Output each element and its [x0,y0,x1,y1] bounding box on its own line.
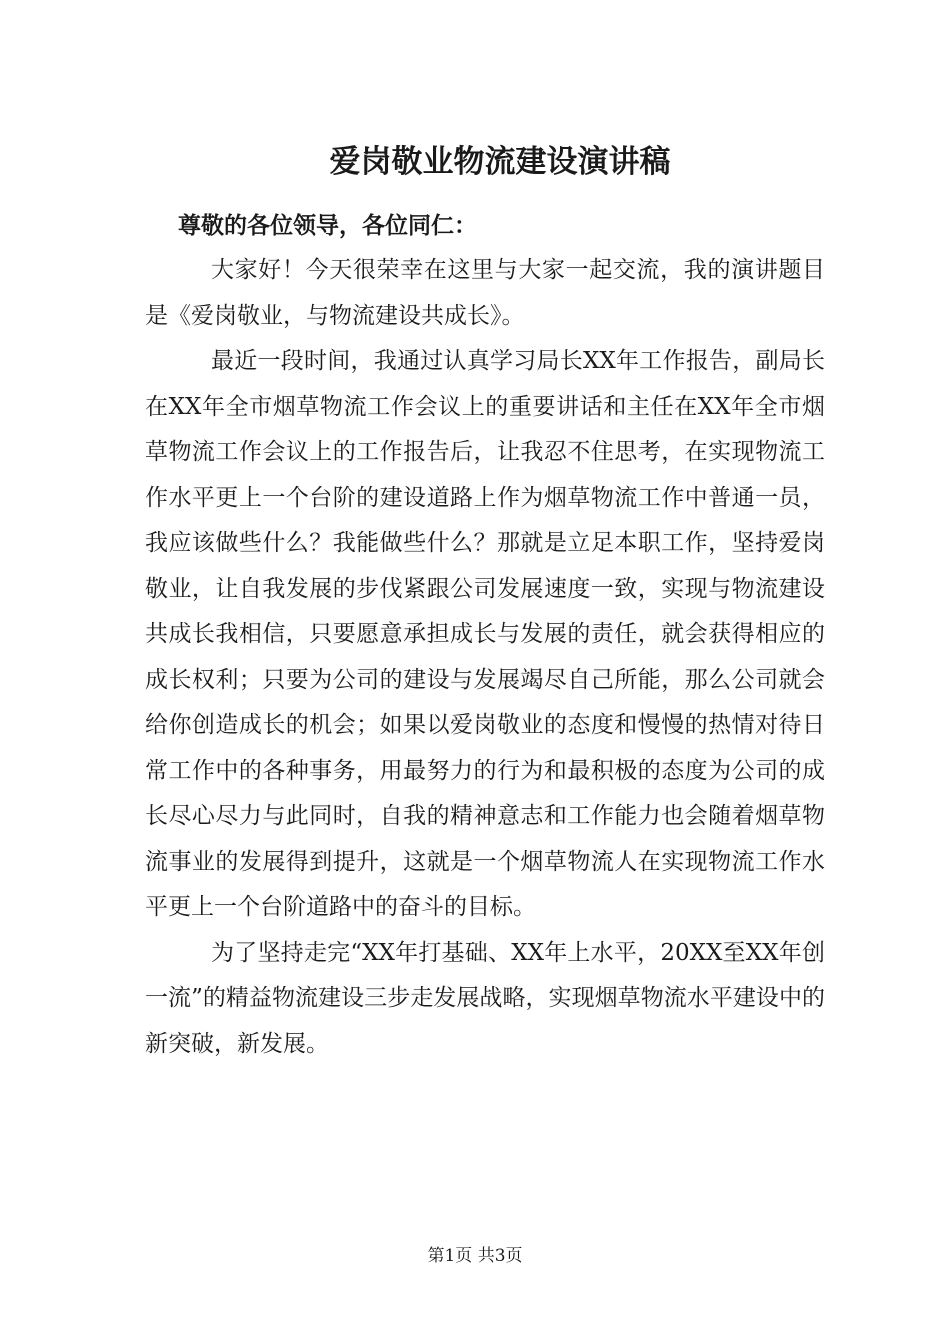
paragraph-intro: 大家好！今天很荣幸在这里与大家一起交流，我的演讲题目是《爱岗敬业，与物流建设共成长》。 [145,257,825,329]
paragraph-main: 最近一段时间，我通过认真学习局长XX年工作报告，副局长在XX年全市烟草物流工作会议上的重要讲话和主任在XX年全市烟草物流工作会议上的工作报告后，让我忍不住思考，在实现物流工作水平更上一个台阶的建设道路上作为烟草物流工作中普通一员，我应该做些什么？我能做些什么？那就是立足本职工作，坚持爱岗敬业，让自我发展的步伐紧跟公司发展速度一致，实现与物流建设共成长我相信，只要愿意承担成长与发展的责任，就会获得相应的成长权利；只要为公司的建设与发展竭尽自己所能，那么公司就会给你创造成长的机会；如果以爱岗敬业的态度和慢慢的热情对待日常工作中的各种事务，用最努力的行为和最积极的态度为公司的成长尽心尽力与此同时，自我的精神意志和工作能力也会随着烟草物流事业的发展得到提升，这就是一个烟草物流人在实现物流工作水平更上一个台阶道路中的奋斗的目标。 [145,348,825,920]
greeting-line: 尊敬的各位领导，各位同仁： [178,212,477,239]
document-title: 爱岗敬业物流建设演讲稿 [329,144,671,180]
document-body [145,248,825,1067]
paragraph-strategy: 为了坚持走完“XX年打基础、XX年上水平，20XX至XX年创一流”的精益物流建设三步走发展战略，实现烟草物流水平建设中的新突破，新发展。 [145,939,825,1057]
page-number-footer: 第1页 共3页 [427,1246,523,1266]
